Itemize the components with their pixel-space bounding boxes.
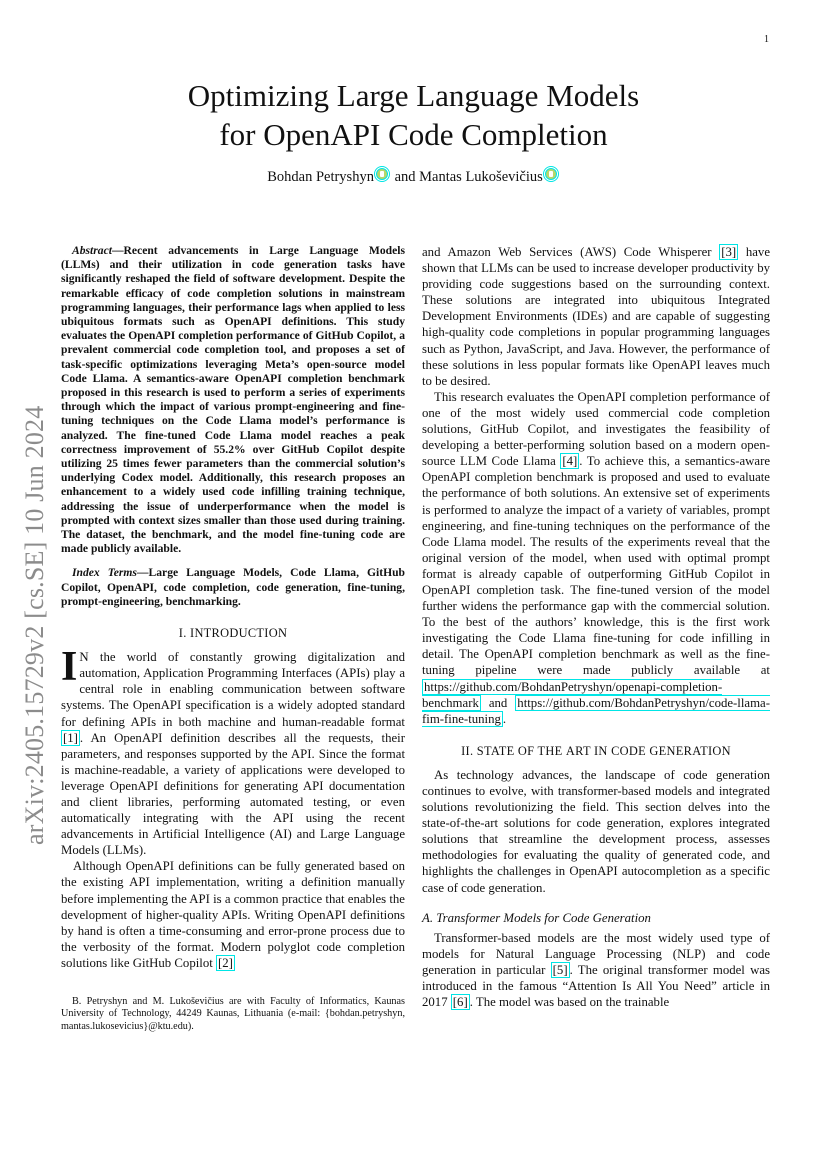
paragraph-text: Although OpenAPI definitions can be fully generated based on the existing API implementation, writing a definition manually before implementing the API is a common practice that enables the development of higher-quality APIs. Writing OpenAPI definitions by hand is often a time-consuming and error-prone process due to the verbosity of the format. Modern polyglot code completion solutions like GitHub Copilot bbox=[61, 859, 405, 970]
paper-title-line-2: for OpenAPI Code Completion bbox=[219, 117, 608, 152]
drop-cap: I bbox=[61, 644, 78, 691]
intro-paragraph-1 bbox=[61, 644, 405, 858]
orcid-icon[interactable] bbox=[545, 168, 557, 180]
orcid-icon[interactable] bbox=[376, 168, 388, 180]
paragraph-text: Transformer-based models are the most widely used type of models for Natural Language Processing (NLP) and code generation in particular bbox=[422, 930, 770, 977]
subsection-label: A. bbox=[422, 910, 434, 925]
transformer-paragraph-1 bbox=[422, 930, 770, 1010]
paragraph-text: . The original transformer model was introduced in the famous “Attention Is All You Need” article in 2017 bbox=[422, 962, 770, 1010]
abstract-label: Abstract bbox=[72, 244, 112, 257]
section-title-initial: A bbox=[565, 743, 576, 758]
paragraph-text: have shown that LLMs can be used to increase developer productivity by providing code suggestions based on the surrounding context. These solutions are integrated into ubiquitous Integrated Development Environments (IDEs) and are capable of suggesting high-quality code completions in popular programming languages such as Python, JavaScript, and Java. However, the performance of these solutions in less popular formats like OpenAPI leaves much to be desired. bbox=[422, 245, 771, 388]
section-title-rest: RT IN bbox=[575, 743, 612, 758]
section-title-initial: S bbox=[476, 743, 484, 758]
state-of-art-paragraph-1: As technology advances, the landscape of code generation continues to evolve, with transformer-based models and integrated solutions revolutionizing the field. This section delves into the state-of-the-art solutions for code generation, explores integrated solutions that streamline the development process, assesses methodologies for evaluating the quality of generated code, and highlights the challenges in OpenAPI autocompletion as a specific case of code generation. bbox=[422, 767, 770, 895]
section-heading-introduction bbox=[61, 625, 405, 641]
author-list bbox=[0, 168, 827, 186]
intro-paragraph-2 bbox=[61, 858, 405, 971]
paper-title-line-1: Optimizing Large Language Models bbox=[187, 78, 640, 113]
section-numeral: II. bbox=[461, 743, 474, 758]
right-column bbox=[422, 244, 770, 1010]
section-title-initial: C bbox=[611, 743, 620, 758]
abstract-text: —Recent advancements in Large Language Models (LLMs) and their utilization in code generation tasks have significantly reshaped the field of software development. Despite the remarkable efficacy of code completion solutions in mainstream programming languages, their performance lags when applied to less ubiquitous formats such as OpenAPI definitions. This study evaluates the OpenAPI completion performance of GitHub Copilot, a prevalent commercial code completion tool, and proposes a set of task-specific optimizations leveraging Meta’s open-source model Code Llama. A semantics-aware OpenAPI completion benchmark proposed in this research is used to perform a series of experiments through which the impact of various prompt-engineering and fine-tuning techniques on the Code Llama model’s performance is analyzed. The fine-tuned Code Llama model reaches a peak correctness improvement of 55.2% over GitHub Copilot despite utilizing 25 times fewer parameters than the commercial solution’s underlying Codex model. Additionally, this research proposes an enhancement to a widely used code infilling training technique, addressing the issue of underperformance when the model is prompted with context sizes smaller than those used during training. The dataset, the benchmark, and the model fine-tuning code are made publicly available. bbox=[61, 244, 405, 556]
citation-link[interactable]: [5] bbox=[552, 962, 568, 977]
title-block bbox=[0, 76, 827, 186]
paragraph-text: . bbox=[502, 711, 507, 726]
right-paragraph-2 bbox=[422, 389, 770, 727]
citation-link[interactable]: [1] bbox=[63, 730, 78, 745]
section-title-initial: I bbox=[190, 626, 195, 641]
paragraph-text: This research evaluates the OpenAPI completion performance of one of the most widely used commercial code completion solutions, GitHub Copilot, and investigates the feasibility of developing a better-performing solution based on a modern open-source LLM Code Llama bbox=[422, 389, 770, 469]
section-title-initial: G bbox=[649, 743, 659, 758]
affiliation-footnote: B. Petryshyn and M. Lukoševičius are with Faculty of Informatics, Kaunas University of Technology, 44249 Kaunas, Lithuania (e-mail: {bohdan.petryshyn, mantas.lukosevicius}@ktu.edu). bbox=[61, 996, 405, 1032]
citation-link[interactable]: [6] bbox=[452, 995, 468, 1010]
right-paragraph-1 bbox=[422, 244, 770, 389]
page-number: 1 bbox=[764, 34, 769, 45]
index-terms-label: Index Terms bbox=[72, 566, 137, 580]
author-name: Bohdan Petryshyn bbox=[267, 169, 374, 185]
fine-tuning-repo-link[interactable]: https://github.com/BohdanPetryshyn/code-llama-fim-fine-tuning bbox=[422, 695, 770, 726]
abstract bbox=[61, 244, 405, 556]
subsection-heading-transformer-models bbox=[422, 910, 770, 926]
index-terms-text: —Large Language Models, Code Llama, GitHub Copilot, OpenAPI, code completion, code generation, fine-tuning, prompt-engineering, benchmarking. bbox=[61, 566, 405, 608]
citation-link[interactable]: [3] bbox=[721, 245, 737, 259]
paragraph-text: and bbox=[480, 695, 516, 710]
section-title-rest: ODE bbox=[619, 743, 650, 758]
section-title-rest: TATE OF THE bbox=[483, 743, 566, 758]
section-heading-state-of-the-art bbox=[422, 743, 770, 759]
left-column bbox=[61, 244, 405, 971]
paragraph-text: and Amazon Web Services (AWS) Code Whisperer bbox=[422, 245, 720, 259]
paragraph-text: N the world of constantly growing digitalization and automation, Application Programming Interfaces (APIs) play a central role in enabling communication between software systems. The OpenAPI specification is a widely adopted standard for defining APIs in both machine and human-readable format bbox=[61, 650, 405, 729]
author-name: Mantas Lukoševičius bbox=[419, 169, 543, 185]
arxiv-identifier-stamp: arXiv:2405.15729v2 [cs.SE] 10 Jun 2024 bbox=[20, 405, 49, 845]
section-title-rest: ENERATION bbox=[658, 743, 731, 758]
paragraph-text: . The model was based on the trainable bbox=[469, 995, 670, 1010]
citation-link[interactable]: [2] bbox=[218, 955, 233, 970]
author-conjunction: and bbox=[394, 169, 416, 185]
section-numeral: I. bbox=[178, 626, 187, 641]
benchmark-repo-link[interactable]: https://github.com/BohdanPetryshyn/openapi-completion-benchmark bbox=[422, 679, 723, 710]
index-terms bbox=[61, 566, 405, 609]
citation-link[interactable]: [4] bbox=[562, 454, 578, 469]
paper-title bbox=[0, 76, 827, 154]
paragraph-text: . To achieve this, a semantics-aware OpenAPI completion benchmark is proposed and used to evaluate the performance of both solutions. An extensive set of experiments is performed to analyze the impact of a variety of variables, prompt engineering, and fine-tuning techniques on the performance of the Code Llama model. The results of the experiments reveal that the original version of the model, when used with optimal prompt format is already capable of outperforming GitHub Copilot in OpenAPI completion task. The fine-tuned version of the model further widens the performance gap with the commercial solution. To the best of the authors’ knowledge, this is the first work investigating the Code Llama fine-tuning for code infilling in detail. The OpenAPI completion benchmark as well as the fine-tuning pipeline were made publicly available at bbox=[422, 454, 771, 678]
paragraph-text: . An OpenAPI definition describes all the requests, their parameters, and responses supported by the API. Since the format is machine-readable, a variety of applications were developed to leverage OpenAPI definitions for generating API documentation and client libraries, performing automated testing, or even automatically integrating with the API using the recent advancements in Artificial Intelligence (AI) and Large Language Models (LLMs). bbox=[61, 730, 405, 858]
subsection-title: Transformer Models for Code Generation bbox=[436, 910, 651, 925]
section-title-rest: NTRODUCTION bbox=[194, 626, 288, 641]
